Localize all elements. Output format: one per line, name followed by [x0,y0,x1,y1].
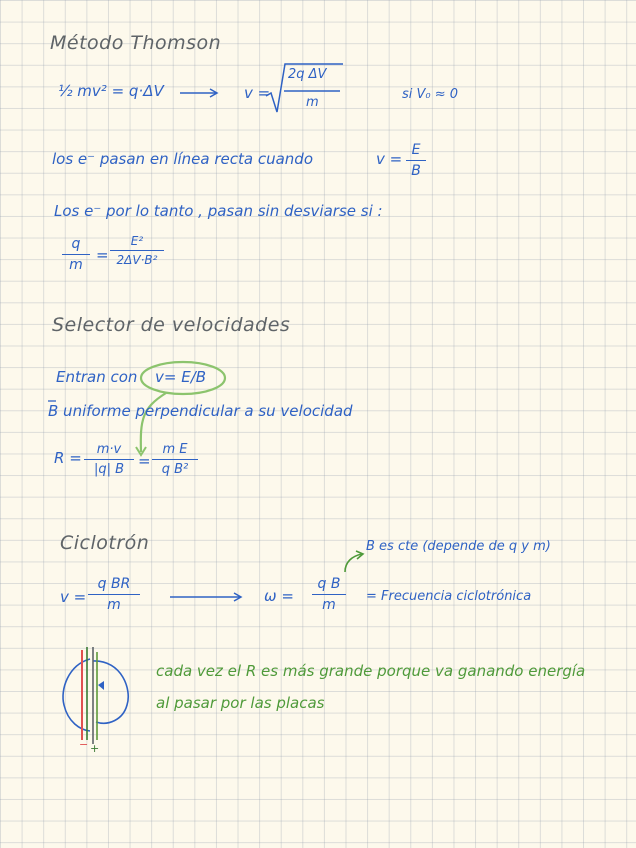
fraction-qbr-over-m [88,576,140,613]
equals-sign: = [96,246,109,264]
svg-text:−: − [79,738,89,751]
straight-line-text: los e⁻ pasan en línea recta cuando [52,150,314,168]
entran-value: v= E/B [155,368,207,386]
sqrt-numerator: 2q ΔV [288,67,327,82]
fraction-qb-over-m [312,576,346,613]
entran-text: Entran con [56,368,138,386]
svg-text:+: + [90,742,100,755]
fraction-numerator: q [71,236,81,252]
fraction-q-over-m [62,236,90,273]
field-text: B uniforme perpendicular a su velocidad [48,402,353,420]
explanation-line-2: al pasar por las placas [156,694,325,712]
energy-equation: ½ mv² = q·ΔV [58,82,164,100]
equals-sign: = [138,452,151,470]
fraction-denominator: q B² [161,462,189,477]
omega-label: ω = [264,587,294,605]
fraction-denominator: B [411,163,421,179]
arrow-icon [180,89,217,97]
frequency-text: = Frecuencia ciclotrónica [366,589,532,604]
sqrt-denominator: m [306,95,319,110]
cyclotron-v-label: v = [60,588,87,606]
velocity-label: v = [244,84,271,102]
section-title-selector: Selector de velocidades [52,314,291,336]
fraction-numerator: q BR [97,576,131,592]
explanation-line-1: cada vez el R es más grande porque va ganando energía [156,662,586,680]
arrow-icon [170,593,241,601]
cte-note: B es cte (depende de q y m) [366,539,551,554]
fraction-e2-over-2dvb2 [110,234,164,267]
fraction-numerator: m·v [96,442,122,457]
fraction-numerator: m E [162,442,188,457]
fraction-denominator: 2ΔV·B² [116,253,158,267]
fraction-me-over-qb2 [152,442,198,477]
section-title-thomson: Método Thomson [50,32,222,54]
fraction-numerator: E [411,142,421,158]
fraction-numerator: q B [317,576,341,592]
fraction-numerator: E² [130,234,144,248]
condition-text: si V₀ ≈ 0 [402,87,459,102]
fraction-denominator: m [107,597,121,613]
fraction-denominator: m [69,257,83,273]
v-eq-label: v = [376,150,403,168]
fraction-denominator: |q| B [93,462,125,477]
fraction-e-over-b [406,142,426,179]
fraction-denominator: m [322,597,336,613]
curved-arrow-icon [345,551,363,572]
section-title-ciclotron: Ciclotrón [60,532,150,554]
cyclotron-drawing-icon [63,647,128,755]
no-deviation-text: Los e⁻ por lo tanto , pasan sin desviarse si : [54,202,383,220]
radius-label: R = [54,449,82,467]
fraction-mv-over-qb [84,442,134,477]
